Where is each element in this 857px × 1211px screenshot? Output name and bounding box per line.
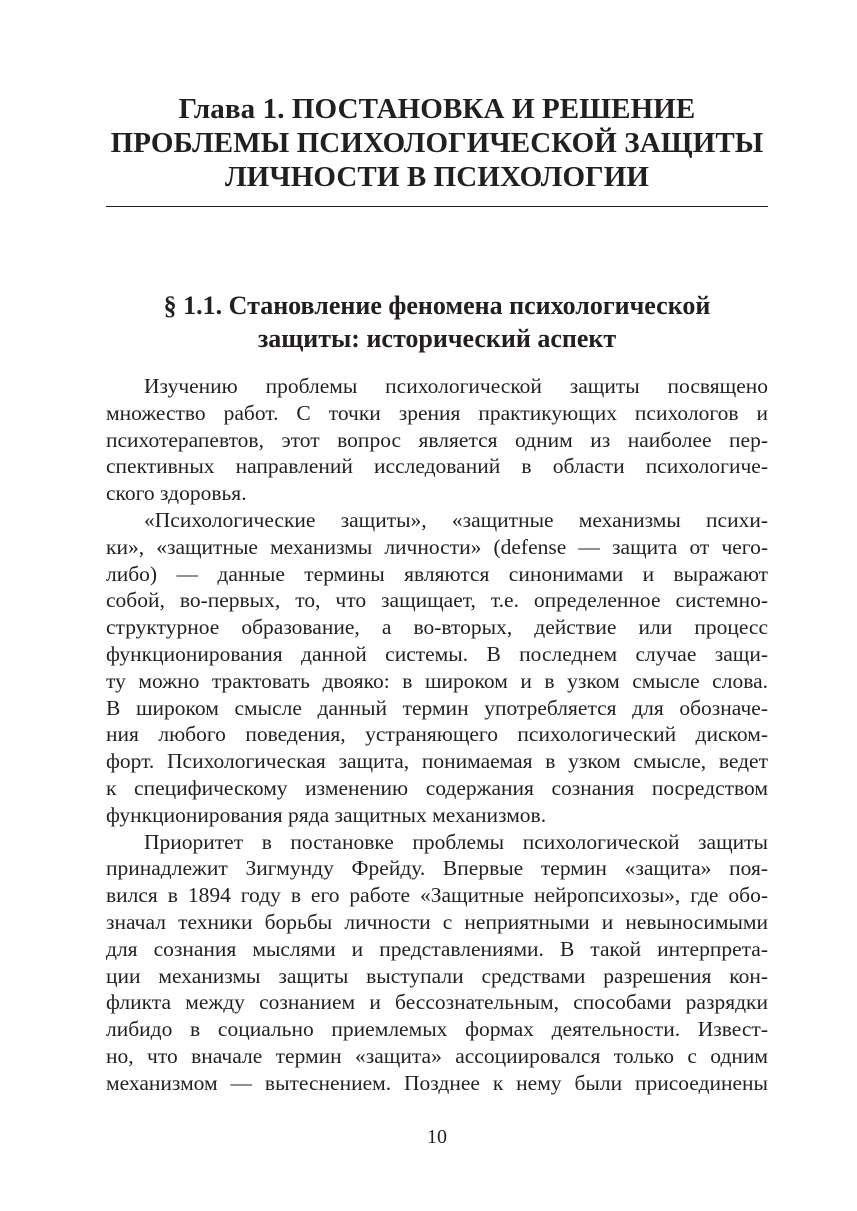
chapter-divider <box>106 206 768 207</box>
chapter-title-line: Глава 1. ПОСТАНОВКА И РЕШЕНИЕ <box>178 93 696 125</box>
body-text <box>106 373 768 1097</box>
text-line: либидо в социально приемлемых формах деятельности. Извест- <box>106 1017 768 1042</box>
text-line: форт. Психологическая защита, понимаемая в узком смысле, ведет <box>106 749 768 774</box>
chapter-title <box>106 92 768 194</box>
text-line: функционирования данной системы. В последнем случае защи- <box>106 641 768 666</box>
text-line: Изучению проблемы психологической защиты посвящено <box>144 374 768 398</box>
text-line: ки», «защитные механизмы личности» (defense — защита от чего- <box>106 534 768 559</box>
section-title-line: § 1.1. Становление феномена психологической <box>163 291 711 320</box>
paragraph <box>106 507 768 829</box>
text-line: механизмом — вытеснением. Позднее к нему были присоединены <box>106 1070 768 1095</box>
text-line: собой, во-первых, то, что защищает, т.е. определенное системно- <box>106 588 768 613</box>
text-line: Приоритет в постановке проблемы психологической защиты <box>144 829 768 854</box>
text-line: психотерапевтов, этот вопрос является одним из наиболее пер- <box>106 427 768 452</box>
text-line: ского здоровья. <box>106 481 247 506</box>
text-line: вился в 1894 году в его работе «Защитные нейропсихозы», где обо- <box>106 883 768 908</box>
chapter-title-line: ПРОБЛЕМЫ ПСИХОЛОГИЧЕСКОЙ ЗАЩИТЫ <box>110 127 764 159</box>
text-line: ту можно трактовать двояко: в широком и в узком смысле слова. <box>106 668 768 693</box>
section-title <box>106 289 768 355</box>
text-line: для сознания мыслями и представлениями. В такой интерпрета- <box>106 936 768 961</box>
text-line: «Психологические защиты», «защитные механизмы психи- <box>144 507 768 532</box>
section-title-line: защиты: исторический аспект <box>257 324 617 353</box>
paragraph <box>106 373 768 507</box>
chapter-title-line: ЛИЧНОСТИ В ПСИХОЛОГИИ <box>224 161 650 193</box>
page-number: 10 <box>427 1126 447 1148</box>
text-line: множество работ. С точки зрения практикующих психологов и <box>106 400 768 425</box>
text-line: ния любого поведения, устраняющего психологический диском- <box>106 722 768 747</box>
text-line: спективных направлений исследований в области психологиче- <box>106 454 768 479</box>
text-line: значал техники борьбы личности с неприятными и невыносимыми <box>106 909 768 934</box>
text-line: принадлежит Зигмунду Фрейду. Впервые термин «защита» поя- <box>106 856 768 881</box>
text-line: к специфическому изменению содержания сознания посредством <box>106 775 768 800</box>
text-line: структурное образование, а во-вторых, действие или процесс <box>106 615 768 640</box>
text-line: либо) — данные термины являются синонимами и выражают <box>106 561 768 586</box>
text-line: фликта между сознанием и бессознательным, способами разрядки <box>106 990 768 1015</box>
text-line: функционирования ряда защитных механизмов. <box>106 802 547 827</box>
text-line: В широком смысле данный термин употребляется для обозначе- <box>106 695 768 720</box>
text-line: ции механизмы защиты выступали средствами разрешения кон- <box>106 963 768 988</box>
paragraph <box>106 829 768 1097</box>
text-line: но, что вначале термин «защита» ассоциировался только с одним <box>106 1043 768 1068</box>
